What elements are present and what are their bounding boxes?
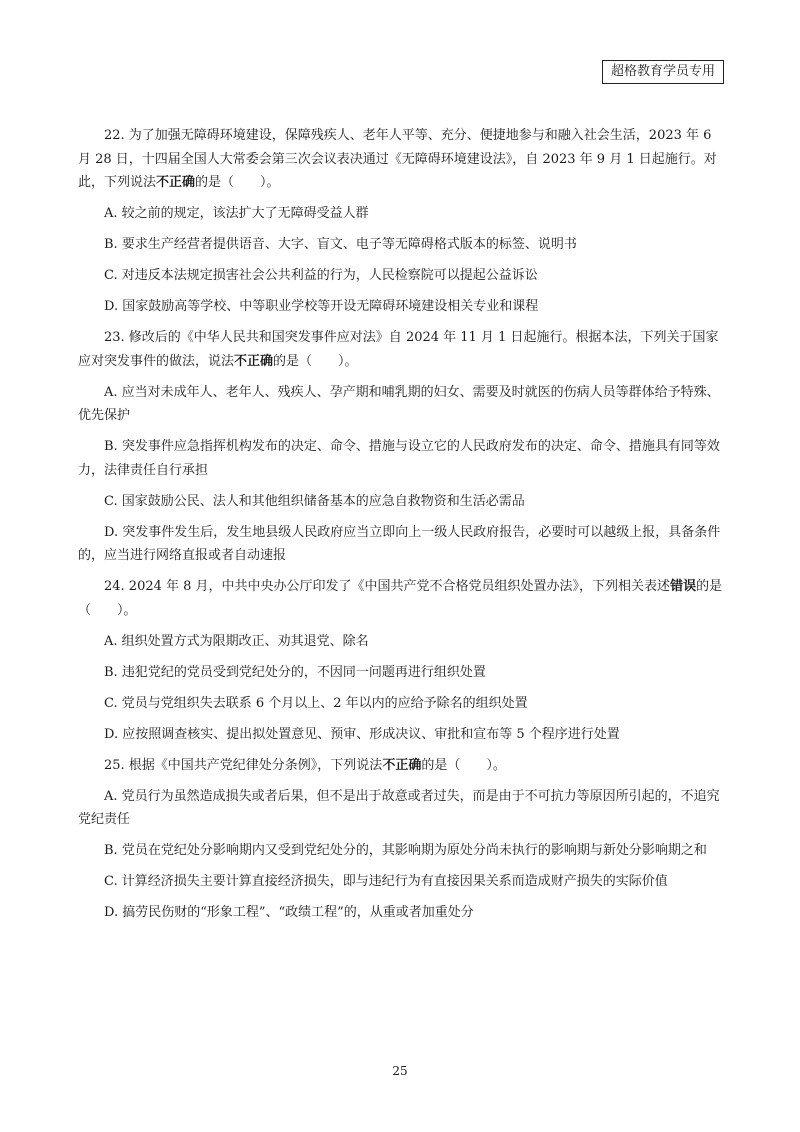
question-22-option-b: B. 要求生产经营者提供语音、大字、盲文、电子等无障碍格式版本的标签、说明书 [104,237,577,252]
question-25-option-c: C. 计算经济损失主要计算直接经济损失，即与违纪行为有直接因果关系而造成财产损失的实际价值 [104,874,668,889]
question-22-option-c: C. 对违反本法规定损害社会公共利益的行为，人民检察院可以提起公益诉讼 [104,268,538,283]
question-25-emphasis: 不正确 [382,757,422,773]
question-23-option-a: A. 应当对未成年人、老年人、残疾人、孕产期和哺乳期的妇女、需要及时就医的伤病人员等群体给予特殊、优先保护 [78,384,720,423]
question-24-text: 24. 2024 年 8 月，中共中央办公厅印发了《中国共产党不合格党员组织处置办法》，下列相关表述 [104,579,671,594]
question-23-option-b: B. 突发事件应急指挥机构发布的决定、命令、措施与设立它的人民政府发布的决定、命令、措施具有同等效力，法律责任自行承担 [78,439,720,478]
header-tag: 超格教育学员专用 [602,60,724,84]
question-24-option-b: B. 违犯党纪的党员受到党纪处分的，不因同一问题再进行组织处置 [104,664,486,680]
question-22-text: 22. 为了加强无障碍环境建设，保障残疾人、老年人平等、充分、便捷地参与和融入社会生活，2023 年 6 月 28 日，十四届全国人大常委会第三次会议表决通过《无障碍环境建设法》，自 2023 年 9 月 1 日起施行。对此，下列说法 [78,128,717,190]
question-25-option-b: B. 党员在党纪处分影响期内又受到党纪处分的，其影响期为原处分尚未执行的影响期与新处分影响期之和 [104,843,707,858]
question-25-option-a: A. 党员行为虽然造成损失或者后果，但不是出于故意或者过失，而是由于不可抗力等原因所引起的，不追究党纪责任 [78,788,720,827]
question-24-emphasis: 错误 [670,579,697,594]
question-22-emphasis: 不正确 [156,175,196,190]
question-23-emphasis: 不正确 [234,353,274,369]
question-24-stem [78,575,723,622]
question-list [78,124,723,932]
question-23-tail: 的是（ ）。 [273,353,358,369]
question-24-option-d: D. 应按照调查核实、提出拟处置意见、预审、形成决议、审批和宣布等 5 个程序进行处置 [104,726,620,742]
question-23-text: 23. 修改后的《中华人民共和国突发事件应对法》自 2024 年 11 月 1 日起施行。根据本法，下列关于国家应对突发事件的做法，说法 [78,330,719,369]
question-23-option-c: C. 国家鼓励公民、法人和其他组织储备基本的应急自救物资和生活必需品 [104,493,525,509]
question-23-option-d: D. 突发事件发生后，发生地县级人民政府应当立即向上一级人民政府报告，必要时可以越级上报，具备条件的，应当进行网络直报或者自动速报 [78,524,721,563]
question-22-tail: 的是（ ）。 [195,175,280,190]
question-25-text: 25. 根据《中国共产党纪律处分条例》，下列说法 [104,757,383,773]
question-24-tail: 的是（ ）。 [78,579,723,618]
question-22-option-d: D. 国家鼓励高等学校、中等职业学校等开设无障碍环境建设相关专业和课程 [104,299,539,314]
question-25-tail: 的是（ ）。 [421,757,506,773]
question-22-stem [78,124,723,195]
question-25-option-d: D. 搞劳民伤财的“形象工程”、“政绩工程”的，从重或者加重处分 [104,905,474,920]
question-24-option-c: C. 党员与党组织失去联系 6 个月以上、2 年以内的应给予除名的组织处置 [104,695,528,711]
question-22-option-a: A. 较之前的规定，该法扩大了无障碍受益人群 [104,206,369,221]
page-number: 25 [392,1064,408,1078]
question-23-stem [78,326,723,373]
question-24-option-a: A. 组织处置方式为限期改正、劝其退党、除名 [104,633,369,649]
question-25-stem [78,754,723,778]
